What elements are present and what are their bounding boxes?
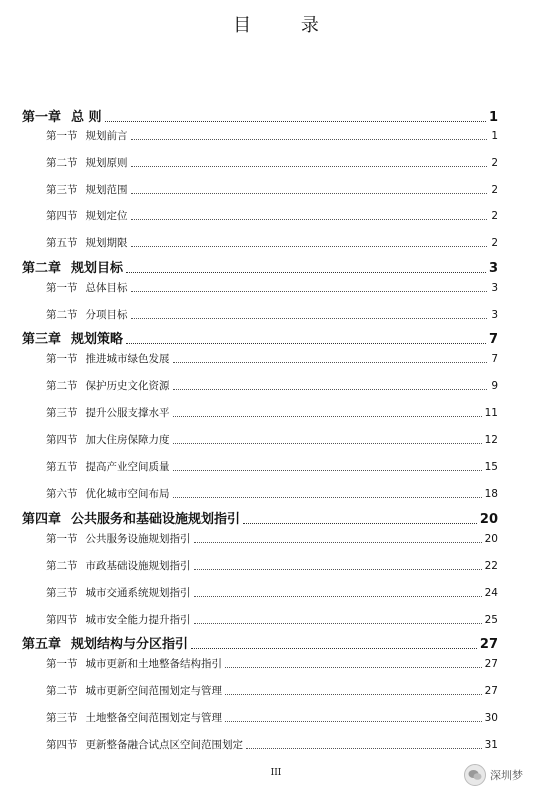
toc-section-row: [46, 737, 498, 752]
dot-leader: [131, 311, 488, 319]
dot-leader: [173, 355, 488, 363]
dot-leader: [194, 589, 482, 597]
toc-entry-title: 规划前言: [85, 130, 128, 142]
toc-section-row: [46, 182, 498, 197]
dot-leader: [131, 186, 488, 194]
toc-entry-page: 27: [484, 685, 498, 697]
toc-section-row: [46, 683, 498, 698]
toc-entry-page: 27: [479, 637, 498, 652]
dot-leader: [131, 212, 488, 220]
toc-entry-number: 第五节: [46, 237, 78, 249]
toc-entry-page: 25: [484, 614, 498, 626]
toc-entry-number: 第三章: [22, 332, 62, 347]
toc-entry-title: 规划原则: [85, 157, 128, 169]
toc-entry-title: 优化城市空间布局: [85, 488, 170, 500]
toc-section-row: [46, 351, 498, 366]
toc-entry-number: 第二节: [46, 560, 78, 572]
page-title: 目 录: [233, 15, 341, 36]
dot-leader: [225, 660, 482, 668]
toc-entry-title: 保护历史文化资源: [85, 380, 170, 392]
dot-leader: [191, 639, 477, 649]
dot-leader: [225, 714, 482, 722]
toc-entry-page: 2: [491, 210, 498, 222]
toc-entry-page: 18: [484, 488, 498, 500]
toc-entry-number: 第二节: [46, 685, 78, 697]
toc-entry-page: 3: [491, 282, 498, 294]
toc-entry-page: 9: [491, 380, 498, 392]
toc-entry-title: 公共服务设施规划指引: [85, 533, 191, 545]
toc-entry-title: 规划定位: [85, 210, 128, 222]
toc-entry-page: 3: [488, 261, 498, 276]
dot-leader: [131, 239, 488, 247]
toc-entry-title: 公共服务和基础设施规划指引: [71, 512, 241, 527]
toc-section-row: [46, 459, 498, 474]
toc-section-row: [46, 128, 498, 143]
toc-entry-title: 提升公服支撑水平: [85, 407, 170, 419]
toc-chapter-row: [22, 257, 498, 276]
toc-section-row: [46, 531, 498, 546]
toc-entry-title: 加大住房保障力度: [85, 434, 170, 446]
toc-entry-number: 第四章: [22, 512, 62, 527]
toc-entry-title: 城市安全能力提升指引: [85, 614, 191, 626]
toc-section-row: [46, 378, 498, 393]
watermark: [464, 764, 523, 786]
toc-entry-number: 第一节: [46, 533, 78, 545]
toc-section-row: [46, 235, 498, 250]
toc-chapter-row: [22, 328, 498, 347]
wechat-icon: [464, 764, 486, 786]
toc-entry-page: 7: [488, 332, 498, 347]
toc-entry-title: 规划策略: [71, 332, 124, 347]
toc-section-row: [46, 486, 498, 501]
toc-section-row: [46, 585, 498, 600]
toc-entry-number: 第一节: [46, 353, 78, 365]
toc-entry-number: 第四节: [46, 210, 78, 222]
toc-entry-title: 更新整备融合试点区空间范围划定: [85, 739, 243, 751]
dot-leader: [194, 616, 482, 624]
toc-entry-page: 1: [491, 130, 498, 142]
toc-entry-page: 20: [479, 512, 498, 527]
dot-leader: [225, 687, 482, 695]
toc-entry-title: 规划目标: [71, 261, 124, 276]
toc-entry-title: 规划结构与分区指引: [71, 637, 189, 652]
toc-entry-number: 第一章: [22, 110, 62, 125]
toc-entry-number: 第二章: [22, 261, 62, 276]
dot-leader: [246, 741, 482, 749]
toc-entry-page: 24: [484, 587, 498, 599]
toc-entry-number: 第二节: [46, 380, 78, 392]
toc-entry-page: 1: [488, 110, 498, 125]
toc-entry-page: 2: [491, 157, 498, 169]
dot-leader: [173, 436, 482, 444]
toc-entry-number: 第一节: [46, 282, 78, 294]
dot-leader: [131, 132, 488, 140]
toc-entry-page: 20: [484, 533, 498, 545]
dot-leader: [194, 535, 482, 543]
dot-leader: [173, 409, 482, 417]
toc-chapter-row: [22, 508, 498, 527]
toc-entry-number: 第二节: [46, 157, 78, 169]
toc-entry-page: 2: [491, 237, 498, 249]
dot-leader: [173, 463, 482, 471]
toc-entry-title: 市政基础设施规划指引: [85, 560, 191, 572]
toc-entry-page: 22: [484, 560, 498, 572]
toc-entry-page: 3: [491, 309, 498, 321]
toc-entry-number: 第三节: [46, 184, 78, 196]
toc-entry-page: 30: [484, 712, 498, 724]
toc-entry-number: 第三节: [46, 587, 78, 599]
dot-leader: [173, 490, 482, 498]
dot-leader: [173, 382, 488, 390]
toc-entry-page: 12: [484, 434, 498, 446]
toc-entry-title: 分项目标: [85, 309, 128, 321]
dot-leader: [126, 263, 486, 273]
toc-entry-number: 第二节: [46, 309, 78, 321]
dot-leader: [105, 112, 486, 122]
toc-entry-number: 第一节: [46, 130, 78, 142]
toc-section-row: [46, 432, 498, 447]
toc-entry-title: 提高产业空间质量: [85, 461, 170, 473]
toc-entry-number: 第四节: [46, 434, 78, 446]
toc-section-row: [46, 208, 498, 223]
toc-chapter-row: [22, 106, 498, 125]
toc-entry-page: 2: [491, 184, 498, 196]
toc-entry-number: 第四节: [46, 614, 78, 626]
toc-section-row: [46, 280, 498, 295]
toc-entry-number: 第五节: [46, 461, 78, 473]
toc-section-row: [46, 612, 498, 627]
toc-entry-title: 推进城市绿色发展: [85, 353, 170, 365]
toc-chapter-row: [22, 633, 498, 652]
toc-entry-number: 第三节: [46, 407, 78, 419]
toc-entry-title: 城市交通系统规划指引: [85, 587, 191, 599]
dot-leader: [131, 159, 488, 167]
watermark-text: 深圳梦: [490, 769, 523, 782]
toc-entry-page: 31: [484, 739, 498, 751]
toc-entry-number: 第三节: [46, 712, 78, 724]
toc-section-row: [46, 405, 498, 420]
toc-section-row: [46, 155, 498, 170]
toc-section-row: [46, 656, 498, 671]
toc-entry-title: 城市更新和土地整备结构指引: [85, 658, 222, 670]
toc-entry-number: 第六节: [46, 488, 78, 500]
toc-section-row: [46, 307, 498, 322]
dot-leader: [243, 514, 477, 524]
toc-entry-title: 总 则: [71, 110, 102, 125]
dot-leader: [126, 334, 486, 344]
toc-entry-title: 规划期限: [85, 237, 128, 249]
dot-leader: [131, 284, 488, 292]
toc-entry-title: 城市更新空间范围划定与管理: [85, 685, 222, 697]
toc-section-row: [46, 558, 498, 573]
toc-entry-number: 第四节: [46, 739, 78, 751]
toc-entry-page: 11: [484, 407, 498, 419]
toc-entry-title: 土地整备空间范围划定与管理: [85, 712, 222, 724]
toc-entry-title: 规划范围: [85, 184, 128, 196]
toc-entry-number: 第一节: [46, 658, 78, 670]
toc-entry-number: 第五章: [22, 637, 62, 652]
toc-entry-page: 15: [484, 461, 498, 473]
dot-leader: [194, 562, 482, 570]
toc-entry-page: 27: [484, 658, 498, 670]
toc-section-row: [46, 710, 498, 725]
toc-entry-title: 总体目标: [85, 282, 128, 294]
toc-entry-page: 7: [491, 353, 498, 365]
page-number: III: [270, 768, 282, 778]
